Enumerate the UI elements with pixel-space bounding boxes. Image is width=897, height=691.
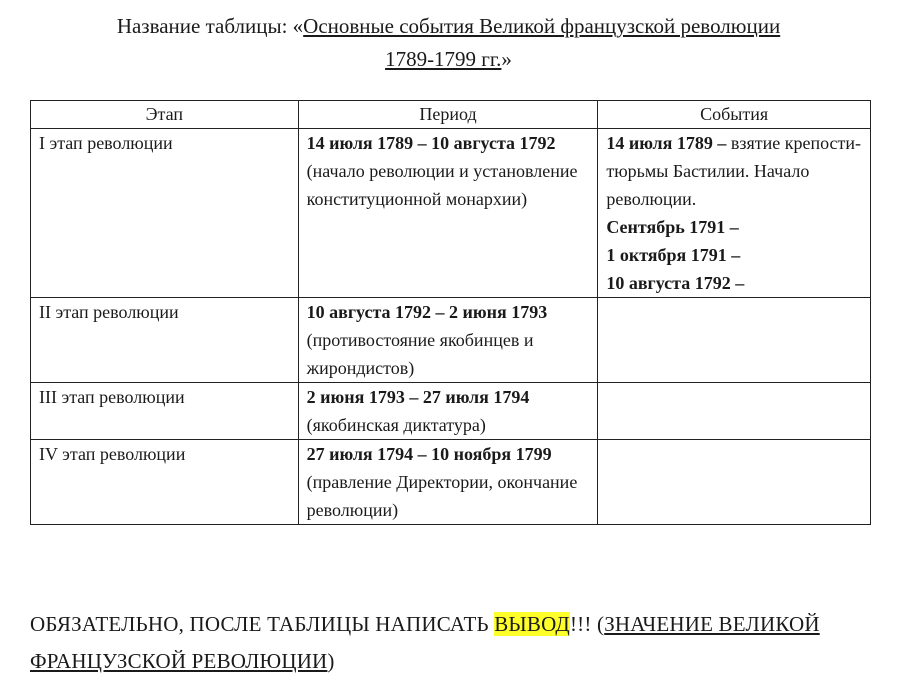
title-name-line2: 1789-1799 гг. xyxy=(385,47,502,71)
period-dates: 14 июля 1789 – 10 августа 1792 xyxy=(306,133,556,153)
stage-label: I этап революции xyxy=(39,133,173,153)
stage-cell xyxy=(31,298,299,383)
events-cell xyxy=(598,298,871,383)
period-cell xyxy=(298,440,598,525)
events-table xyxy=(30,100,871,525)
period-note: (правление Директории, окончание революции) xyxy=(306,472,578,520)
event-item xyxy=(606,129,862,213)
events-cell xyxy=(598,129,871,298)
period-cell xyxy=(298,298,598,383)
table-row xyxy=(31,298,871,383)
table-header-row xyxy=(31,101,871,129)
period-dates: 10 августа 1792 – 2 июня 1793 xyxy=(306,302,548,322)
event-date: 10 августа 1792 – xyxy=(606,273,745,293)
table-row xyxy=(31,440,871,525)
event-item xyxy=(606,213,862,241)
period-dates: 27 июля 1794 – 10 ноября 1799 xyxy=(306,444,552,464)
header-period: Период xyxy=(298,101,598,129)
period-dates: 2 июня 1793 – 27 июля 1794 xyxy=(306,387,530,407)
period-cell xyxy=(298,383,598,440)
header-stage: Этап xyxy=(31,101,299,129)
event-item xyxy=(606,241,862,269)
title-name-line1: Основные события Великой французской революции xyxy=(303,14,781,38)
table-title xyxy=(0,10,897,76)
event-date: 14 июля 1789 – xyxy=(606,133,727,153)
stage-cell xyxy=(31,383,299,440)
stage-label: II этап революции xyxy=(39,302,179,322)
conclusion-prefix: ОБЯЗАТЕЛЬНО, ПОСЛЕ ТАБЛИЦЫ НАПИСАТЬ xyxy=(30,612,495,636)
event-text: взятие крепости-тюрьмы Бастилии. Начало революции. xyxy=(606,133,862,209)
stage-cell xyxy=(31,440,299,525)
conclusion-instruction xyxy=(30,606,880,680)
header-events: События xyxy=(598,101,871,129)
table-row xyxy=(31,383,871,440)
event-date: 1 октября 1791 – xyxy=(606,245,741,265)
stage-label: III этап революции xyxy=(39,387,185,407)
events-cell xyxy=(598,383,871,440)
period-note: (противостояние якобинцев и жирондистов) xyxy=(306,330,534,378)
event-item xyxy=(606,269,862,297)
period-note: (начало революции и установление конституционной монархии) xyxy=(306,161,578,209)
stage-label: IV этап революции xyxy=(39,444,186,464)
conclusion-topic: ЗНАЧЕНИЕ ВЕЛИКОЙ ФРАНЦУЗСКОЙ РЕВОЛЮЦИИ xyxy=(30,612,820,673)
period-note: (якобинская диктатура) xyxy=(306,415,486,435)
events-cell xyxy=(598,440,871,525)
period-cell xyxy=(298,129,598,298)
conclusion-suffix: ) xyxy=(327,649,335,673)
conclusion-exclaim: !!! ( xyxy=(569,612,605,636)
title-suffix: » xyxy=(501,47,512,71)
stage-cell xyxy=(31,129,299,298)
conclusion-highlight: ВЫВОД xyxy=(494,612,570,636)
title-prefix: Название таблицы: « xyxy=(116,14,304,38)
event-date: Сентябрь 1791 – xyxy=(606,217,739,237)
table-row xyxy=(31,129,871,298)
